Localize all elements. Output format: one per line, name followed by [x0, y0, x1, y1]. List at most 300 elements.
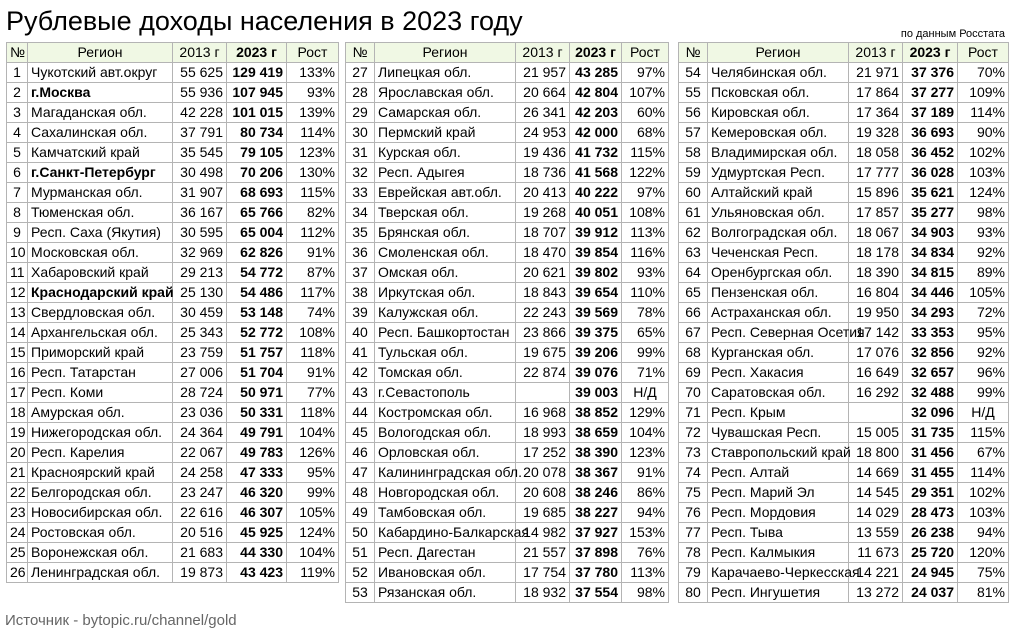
region-cell: Самарская обл.	[375, 103, 516, 123]
table-row	[346, 103, 669, 123]
rank-cell: 65	[679, 283, 708, 303]
table-row	[679, 323, 1009, 343]
rank-cell: 30	[346, 123, 375, 143]
table-row	[7, 563, 339, 583]
header-region: Регион	[708, 43, 849, 63]
rank-cell: 16	[7, 363, 28, 383]
header-region: Регион	[28, 43, 173, 63]
income-2013-cell: 16 968	[516, 403, 570, 423]
table-row	[679, 443, 1009, 463]
rank-cell: 38	[346, 283, 375, 303]
growth-cell: 105%	[287, 503, 339, 523]
growth-cell: 91%	[622, 463, 669, 483]
table-row	[679, 143, 1009, 163]
growth-cell: 103%	[958, 163, 1009, 183]
income-2013-cell: 18 843	[516, 283, 570, 303]
income-2013-cell: 32 969	[173, 243, 227, 263]
region-cell: Карачаево-Черкесская	[708, 563, 849, 583]
table-row	[7, 443, 339, 463]
region-cell: Краснодарский край	[28, 283, 173, 303]
income-2023-cell: 37 927	[570, 523, 622, 543]
rank-cell: 28	[346, 83, 375, 103]
table-row	[346, 243, 669, 263]
table-row	[679, 283, 1009, 303]
income-2023-cell: 36 028	[903, 163, 958, 183]
growth-cell: 123%	[622, 443, 669, 463]
region-cell: Ленинградская обл.	[28, 563, 173, 583]
income-2013-cell: 23 866	[516, 323, 570, 343]
rank-cell: 75	[679, 483, 708, 503]
table-row	[679, 183, 1009, 203]
income-2013-cell: 17 142	[849, 323, 903, 343]
rank-cell: 17	[7, 383, 28, 403]
table-row	[7, 483, 339, 503]
income-2023-cell: 54 486	[227, 283, 287, 303]
income-2013-cell: 31 907	[173, 183, 227, 203]
table-row	[7, 223, 339, 243]
region-cell: Смоленская обл.	[375, 243, 516, 263]
growth-cell: 103%	[958, 503, 1009, 523]
income-2013-cell: 14 029	[849, 503, 903, 523]
income-2013-cell: 19 873	[173, 563, 227, 583]
income-2013-cell: 18 932	[516, 583, 570, 603]
region-cell: Респ. Коми	[28, 383, 173, 403]
region-cell: Алтайский край	[708, 183, 849, 203]
table-row	[7, 143, 339, 163]
rank-cell: 56	[679, 103, 708, 123]
growth-cell: 76%	[622, 543, 669, 563]
income-2013-cell: 27 006	[173, 363, 227, 383]
table-row	[346, 63, 669, 83]
income-2023-cell: 50 971	[227, 383, 287, 403]
rank-cell: 48	[346, 483, 375, 503]
table-row	[7, 463, 339, 483]
income-2023-cell: 79 105	[227, 143, 287, 163]
growth-cell: 99%	[958, 383, 1009, 403]
table-row	[346, 83, 669, 103]
rank-cell: 2	[7, 83, 28, 103]
income-2013-cell: 17 252	[516, 443, 570, 463]
table-row	[679, 343, 1009, 363]
region-cell: Мурманская обл.	[28, 183, 173, 203]
region-cell: Сахалинская обл.	[28, 123, 173, 143]
region-cell: г.Санкт-Петербург	[28, 163, 173, 183]
income-2023-cell: 42 804	[570, 83, 622, 103]
rank-cell: 5	[7, 143, 28, 163]
table-row	[346, 383, 669, 403]
region-cell: Красноярский край	[28, 463, 173, 483]
rank-cell: 18	[7, 403, 28, 423]
income-2013-cell: 18 470	[516, 243, 570, 263]
income-2023-cell: 28 473	[903, 503, 958, 523]
growth-cell: 113%	[622, 223, 669, 243]
growth-cell: 130%	[287, 163, 339, 183]
table-row	[679, 503, 1009, 523]
region-cell: Респ. Татарстан	[28, 363, 173, 383]
table-row	[679, 123, 1009, 143]
table-row	[679, 383, 1009, 403]
income-2013-cell: 20 516	[173, 523, 227, 543]
region-cell: Магаданская обл.	[28, 103, 173, 123]
growth-cell: 60%	[622, 103, 669, 123]
income-2023-cell: 37 898	[570, 543, 622, 563]
growth-cell: 107%	[622, 83, 669, 103]
table-row	[346, 183, 669, 203]
income-2023-cell: 34 815	[903, 263, 958, 283]
header-region: Регион	[375, 43, 516, 63]
region-cell: Калининградская обл.	[375, 463, 516, 483]
growth-cell: 90%	[958, 123, 1009, 143]
growth-cell: 97%	[622, 63, 669, 83]
rank-cell: 69	[679, 363, 708, 383]
growth-cell: 133%	[287, 63, 339, 83]
income-2013-cell: 18 067	[849, 223, 903, 243]
table-row	[346, 123, 669, 143]
income-2013-cell: 30 459	[173, 303, 227, 323]
table-row	[346, 503, 669, 523]
table-row	[679, 243, 1009, 263]
growth-cell: 117%	[287, 283, 339, 303]
income-2013-cell: 29 213	[173, 263, 227, 283]
table-row	[7, 203, 339, 223]
rank-cell: 34	[346, 203, 375, 223]
growth-cell: 93%	[622, 263, 669, 283]
income-2023-cell: 80 734	[227, 123, 287, 143]
growth-cell: 99%	[287, 483, 339, 503]
income-2013-cell: 19 436	[516, 143, 570, 163]
table-row	[679, 523, 1009, 543]
income-2023-cell: 51 757	[227, 343, 287, 363]
rank-cell: 51	[346, 543, 375, 563]
growth-cell: 119%	[287, 563, 339, 583]
rank-cell: 10	[7, 243, 28, 263]
region-cell: Кировская обл.	[708, 103, 849, 123]
region-cell: Кабардино-Балкарская	[375, 523, 516, 543]
income-2023-cell: 54 772	[227, 263, 287, 283]
table-row	[7, 403, 339, 423]
table-row	[346, 263, 669, 283]
growth-cell: 98%	[958, 203, 1009, 223]
region-cell: Омская обл.	[375, 263, 516, 283]
region-cell: Респ. Крым	[708, 403, 849, 423]
income-2023-cell: 46 307	[227, 503, 287, 523]
income-2013-cell: 17 754	[516, 563, 570, 583]
rank-cell: 46	[346, 443, 375, 463]
rank-cell: 57	[679, 123, 708, 143]
source-caption: Источник - bytopic.ru/channel/gold	[5, 612, 237, 629]
table-row	[346, 543, 669, 563]
rank-cell: 55	[679, 83, 708, 103]
header-2023: 2023 г	[227, 43, 287, 63]
table-row	[7, 283, 339, 303]
table-row	[679, 583, 1009, 603]
region-cell: Свердловская обл.	[28, 303, 173, 323]
table-row	[7, 523, 339, 543]
region-cell: Ставропольский край	[708, 443, 849, 463]
table-row	[679, 463, 1009, 483]
region-cell: Московская обл.	[28, 243, 173, 263]
income-2013-cell: 22 616	[173, 503, 227, 523]
region-cell: Оренбургская обл.	[708, 263, 849, 283]
growth-cell: 139%	[287, 103, 339, 123]
income-2013-cell: 17 864	[849, 83, 903, 103]
region-cell: Респ. Адыгея	[375, 163, 516, 183]
region-cell: Саратовская обл.	[708, 383, 849, 403]
income-2013-cell: 23 036	[173, 403, 227, 423]
region-cell: Владимирская обл.	[708, 143, 849, 163]
income-2013-cell	[849, 403, 903, 423]
income-2023-cell: 38 367	[570, 463, 622, 483]
income-2013-cell: 21 557	[516, 543, 570, 563]
growth-cell: 78%	[622, 303, 669, 323]
rank-cell: 19	[7, 423, 28, 443]
table-row	[346, 443, 669, 463]
income-2013-cell: 18 707	[516, 223, 570, 243]
income-2023-cell: 39 654	[570, 283, 622, 303]
income-2023-cell: 39 206	[570, 343, 622, 363]
header-num: №	[7, 43, 28, 63]
rank-cell: 1	[7, 63, 28, 83]
rank-cell: 11	[7, 263, 28, 283]
region-cell: Еврейская авт.обл.	[375, 183, 516, 203]
table-row	[346, 523, 669, 543]
growth-cell: 86%	[622, 483, 669, 503]
income-2013-cell: 20 621	[516, 263, 570, 283]
rank-cell: 32	[346, 163, 375, 183]
header-num: №	[679, 43, 708, 63]
income-2013-cell: 19 685	[516, 503, 570, 523]
growth-cell: 123%	[287, 143, 339, 163]
income-2023-cell: 35 621	[903, 183, 958, 203]
income-2023-cell: 33 353	[903, 323, 958, 343]
rank-cell: 77	[679, 523, 708, 543]
income-2013-cell: 42 228	[173, 103, 227, 123]
rank-cell: 60	[679, 183, 708, 203]
region-cell: Респ. Карелия	[28, 443, 173, 463]
table-row	[7, 343, 339, 363]
growth-cell: 96%	[958, 363, 1009, 383]
rank-cell: 63	[679, 243, 708, 263]
income-2023-cell: 39 569	[570, 303, 622, 323]
income-2013-cell: 55 936	[173, 83, 227, 103]
region-cell: Респ. Алтай	[708, 463, 849, 483]
growth-cell: 72%	[958, 303, 1009, 323]
income-2023-cell: 38 390	[570, 443, 622, 463]
region-cell: Респ. Ингушетия	[708, 583, 849, 603]
header-growth: Рост	[287, 43, 339, 63]
income-2023-cell: 70 206	[227, 163, 287, 183]
income-2023-cell: 41 732	[570, 143, 622, 163]
growth-cell: 109%	[958, 83, 1009, 103]
income-2023-cell: 29 351	[903, 483, 958, 503]
income-2023-cell: 49 783	[227, 443, 287, 463]
region-cell: Вологодская обл.	[375, 423, 516, 443]
region-cell: Чукотский авт.округ	[28, 63, 173, 83]
table-row	[346, 403, 669, 423]
income-2013-cell: 18 736	[516, 163, 570, 183]
growth-cell: 81%	[958, 583, 1009, 603]
rank-cell: 13	[7, 303, 28, 323]
income-2013-cell: 20 664	[516, 83, 570, 103]
rank-cell: 64	[679, 263, 708, 283]
growth-cell: 94%	[958, 523, 1009, 543]
income-2023-cell: 37 376	[903, 63, 958, 83]
region-cell: Иркутская обл.	[375, 283, 516, 303]
income-2023-cell: 65 766	[227, 203, 287, 223]
table-row	[679, 483, 1009, 503]
income-2013-cell: 35 545	[173, 143, 227, 163]
income-2013-cell: 21 683	[173, 543, 227, 563]
growth-cell: 98%	[622, 583, 669, 603]
growth-cell: 115%	[958, 423, 1009, 443]
rank-cell: 12	[7, 283, 28, 303]
income-2013-cell: 20 078	[516, 463, 570, 483]
region-cell: Новосибирская обл.	[28, 503, 173, 523]
growth-cell: 129%	[622, 403, 669, 423]
income-2023-cell: 31 735	[903, 423, 958, 443]
income-table-1	[6, 42, 339, 583]
growth-cell: 105%	[958, 283, 1009, 303]
rank-cell: 54	[679, 63, 708, 83]
income-2013-cell: 17 777	[849, 163, 903, 183]
income-2023-cell: 37 189	[903, 103, 958, 123]
growth-cell: Н/Д	[622, 383, 669, 403]
rank-cell: 7	[7, 183, 28, 203]
table-row	[346, 143, 669, 163]
rank-cell: 53	[346, 583, 375, 603]
income-table-2	[345, 42, 669, 603]
growth-cell: 70%	[958, 63, 1009, 83]
growth-cell: 122%	[622, 163, 669, 183]
header-2013: 2013 г	[173, 43, 227, 63]
income-2013-cell: 14 221	[849, 563, 903, 583]
rank-cell: 3	[7, 103, 28, 123]
income-2013-cell: 25 343	[173, 323, 227, 343]
growth-cell: 108%	[287, 323, 339, 343]
rank-cell: 50	[346, 523, 375, 543]
growth-cell: 115%	[287, 183, 339, 203]
income-2023-cell: 34 293	[903, 303, 958, 323]
income-2013-cell: 24 258	[173, 463, 227, 483]
income-2023-cell: 32 096	[903, 403, 958, 423]
income-2013-cell: 15 896	[849, 183, 903, 203]
table-header-row	[679, 43, 1009, 63]
growth-cell: 115%	[622, 143, 669, 163]
growth-cell: 104%	[287, 423, 339, 443]
growth-cell: 102%	[958, 143, 1009, 163]
region-cell: Ивановская обл.	[375, 563, 516, 583]
rank-cell: 72	[679, 423, 708, 443]
region-cell: Камчатский край	[28, 143, 173, 163]
income-2023-cell: 39 802	[570, 263, 622, 283]
region-cell: Пензенская обл.	[708, 283, 849, 303]
income-2013-cell: 13 272	[849, 583, 903, 603]
region-cell: Респ. Дагестан	[375, 543, 516, 563]
page-title: Рублевые доходы населения в 2023 году	[6, 6, 523, 36]
growth-cell: 124%	[287, 523, 339, 543]
rank-cell: 15	[7, 343, 28, 363]
region-cell: Ульяновская обл.	[708, 203, 849, 223]
income-2013-cell: 11 673	[849, 543, 903, 563]
income-2013-cell: 26 341	[516, 103, 570, 123]
rank-cell: 21	[7, 463, 28, 483]
growth-cell: 114%	[958, 103, 1009, 123]
region-cell: Респ. Калмыкия	[708, 543, 849, 563]
table-row	[679, 203, 1009, 223]
income-2023-cell: 39 912	[570, 223, 622, 243]
income-2013-cell: 21 957	[516, 63, 570, 83]
income-2023-cell: 62 826	[227, 243, 287, 263]
income-2023-cell: 49 791	[227, 423, 287, 443]
growth-cell: 114%	[287, 123, 339, 143]
growth-cell: 68%	[622, 123, 669, 143]
region-cell: Ярославская обл.	[375, 83, 516, 103]
rank-cell: 37	[346, 263, 375, 283]
rank-cell: 52	[346, 563, 375, 583]
rank-cell: 70	[679, 383, 708, 403]
rank-cell: 44	[346, 403, 375, 423]
table-header-row	[346, 43, 669, 63]
table-row	[679, 403, 1009, 423]
rank-cell: 43	[346, 383, 375, 403]
income-2013-cell: 28 724	[173, 383, 227, 403]
rank-cell: 14	[7, 323, 28, 343]
region-cell: Рязанская обл.	[375, 583, 516, 603]
income-2023-cell: 32 856	[903, 343, 958, 363]
rank-cell: 76	[679, 503, 708, 523]
income-2023-cell: 24 945	[903, 563, 958, 583]
rank-cell: 29	[346, 103, 375, 123]
income-2013-cell: 19 268	[516, 203, 570, 223]
income-2023-cell: 26 238	[903, 523, 958, 543]
income-2013-cell: 19 675	[516, 343, 570, 363]
rank-cell: 23	[7, 503, 28, 523]
region-cell: Астраханская обл.	[708, 303, 849, 323]
income-2013-cell: 20 608	[516, 483, 570, 503]
rank-cell: 62	[679, 223, 708, 243]
region-cell: Воронежская обл.	[28, 543, 173, 563]
growth-cell: 75%	[958, 563, 1009, 583]
income-2013-cell: 22 874	[516, 363, 570, 383]
region-cell: Тамбовская обл.	[375, 503, 516, 523]
table-row	[7, 103, 339, 123]
income-2023-cell: 32 657	[903, 363, 958, 383]
region-cell: Чувашская Респ.	[708, 423, 849, 443]
income-2023-cell: 42 203	[570, 103, 622, 123]
table-row	[7, 363, 339, 383]
income-2023-cell: 65 004	[227, 223, 287, 243]
rank-cell: 66	[679, 303, 708, 323]
income-2013-cell: 14 669	[849, 463, 903, 483]
table-row	[679, 63, 1009, 83]
income-2023-cell: 37 780	[570, 563, 622, 583]
growth-cell: 126%	[287, 443, 339, 463]
income-2013-cell: 13 559	[849, 523, 903, 543]
region-cell: г.Москва	[28, 83, 173, 103]
income-2013-cell: 16 804	[849, 283, 903, 303]
income-2023-cell: 38 659	[570, 423, 622, 443]
table-row	[346, 323, 669, 343]
income-2013-cell: 22 243	[516, 303, 570, 323]
table-row	[346, 223, 669, 243]
income-2023-cell: 44 330	[227, 543, 287, 563]
region-cell: Калужская обл.	[375, 303, 516, 323]
header-2023: 2023 г	[903, 43, 958, 63]
table-row	[346, 283, 669, 303]
growth-cell: 118%	[287, 343, 339, 363]
header-num: №	[346, 43, 375, 63]
table-row	[346, 203, 669, 223]
